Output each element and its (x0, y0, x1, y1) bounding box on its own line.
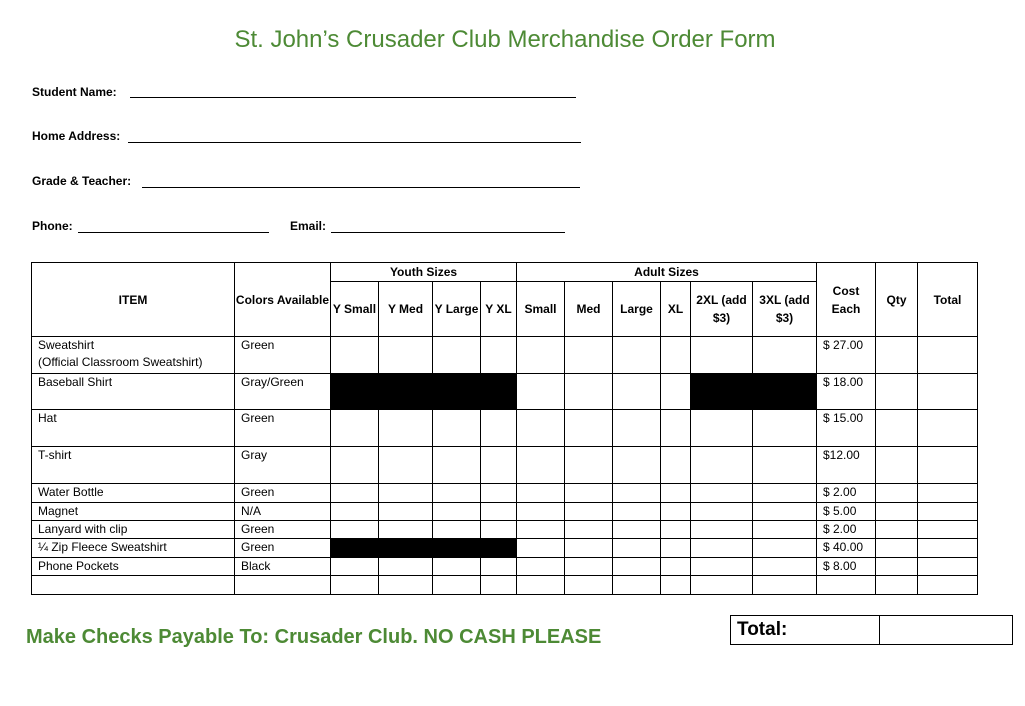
size-cell[interactable] (331, 558, 379, 576)
color-cell: Black (235, 558, 331, 576)
home-address-label: Home Address: (32, 129, 121, 143)
size-cell[interactable] (661, 447, 691, 484)
unavailable-large-sizes-block (691, 374, 817, 410)
order-table (31, 262, 978, 595)
qty-cell[interactable] (876, 539, 918, 558)
item-cell[interactable] (32, 576, 235, 595)
email-input-line[interactable] (331, 232, 565, 233)
grand-total-value-field[interactable] (880, 616, 1013, 645)
size-cell[interactable] (565, 410, 613, 447)
size-cell[interactable] (433, 503, 481, 521)
item-cell: ¼ Zip Fleece Sweatshirt (32, 539, 235, 558)
size-cell[interactable] (433, 521, 481, 539)
cost-cell[interactable] (817, 576, 876, 595)
item-name: Sweatshirt (38, 338, 95, 352)
grade-teacher-label: Grade & Teacher: (32, 174, 132, 188)
student-name-input-line[interactable] (130, 97, 576, 98)
size-cell[interactable] (565, 447, 613, 484)
qty-cell[interactable] (876, 576, 918, 595)
grade-teacher-input-line[interactable] (142, 187, 580, 188)
header-colors: Colors Available (235, 263, 331, 337)
size-cell[interactable] (331, 503, 379, 521)
payment-note: Make Checks Payable To: Crusader Club. NO CASH PLEASE (26, 626, 602, 648)
cost-cell: $ 40.00 (817, 539, 876, 558)
table-row (32, 558, 978, 576)
total-cell[interactable] (918, 337, 978, 374)
size-cell[interactable] (565, 337, 613, 374)
size-cell[interactable] (379, 576, 433, 595)
size-cell[interactable] (613, 521, 661, 539)
cost-cell: $ 8.00 (817, 558, 876, 576)
qty-cell[interactable] (876, 521, 918, 539)
size-cell[interactable] (613, 447, 661, 484)
size-cell[interactable] (379, 447, 433, 484)
color-cell: Green (235, 521, 331, 539)
header-y-xl: Y XL (481, 282, 517, 337)
header-y-large: Y Large (433, 282, 481, 337)
table-row (32, 521, 978, 539)
size-cell[interactable] (613, 558, 661, 576)
size-cell[interactable] (565, 539, 613, 558)
size-cell[interactable] (433, 337, 481, 374)
color-cell[interactable] (235, 576, 331, 595)
size-cell[interactable] (753, 521, 817, 539)
size-cell[interactable] (613, 337, 661, 374)
size-cell[interactable] (691, 576, 753, 595)
color-cell: Green (235, 337, 331, 374)
table-row (32, 410, 978, 447)
size-cell[interactable] (433, 410, 481, 447)
size-cell[interactable] (481, 521, 517, 539)
qty-cell[interactable] (876, 410, 918, 447)
size-cell[interactable] (379, 558, 433, 576)
size-cell[interactable] (517, 410, 565, 447)
qty-cell[interactable] (876, 447, 918, 484)
size-cell[interactable] (565, 576, 613, 595)
size-cell[interactable] (331, 576, 379, 595)
size-cell[interactable] (433, 576, 481, 595)
form-title: St. John’s Crusader Club Merchandise Order Form (234, 26, 776, 53)
email-label: Email: (290, 219, 327, 233)
table-row (32, 484, 978, 503)
table-row (32, 337, 978, 374)
size-cell[interactable] (481, 503, 517, 521)
size-cell[interactable] (661, 503, 691, 521)
qty-cell[interactable] (876, 558, 918, 576)
table-row (32, 374, 978, 410)
unavailable-youth-block (331, 374, 517, 410)
item-cell: T-shirt (32, 447, 235, 484)
size-cell[interactable] (565, 558, 613, 576)
header-cost-each: Cost Each (817, 263, 876, 337)
size-cell[interactable] (691, 484, 753, 503)
cost-cell: $ 15.00 (817, 410, 876, 447)
item-cell (32, 337, 235, 374)
size-cell[interactable] (565, 521, 613, 539)
size-cell[interactable] (753, 337, 817, 374)
qty-cell[interactable] (876, 374, 918, 410)
header-large: Large (613, 282, 661, 337)
size-cell[interactable] (517, 539, 565, 558)
cost-cell: $ 2.00 (817, 521, 876, 539)
size-cell[interactable] (613, 410, 661, 447)
item-cell: Hat (32, 410, 235, 447)
size-cell[interactable] (661, 484, 691, 503)
size-cell[interactable] (661, 410, 691, 447)
size-cell[interactable] (753, 447, 817, 484)
home-address-input-line[interactable] (128, 142, 581, 143)
size-cell[interactable] (481, 447, 517, 484)
size-cell[interactable] (481, 410, 517, 447)
size-cell[interactable] (613, 374, 661, 410)
size-cell[interactable] (517, 337, 565, 374)
size-cell[interactable] (517, 447, 565, 484)
header-xl: XL (661, 282, 691, 337)
size-cell[interactable] (481, 558, 517, 576)
size-cell[interactable] (565, 503, 613, 521)
header-item: ITEM (32, 263, 235, 337)
table-row (32, 539, 978, 558)
size-cell[interactable] (753, 484, 817, 503)
size-cell[interactable] (613, 539, 661, 558)
size-cell[interactable] (481, 337, 517, 374)
qty-cell[interactable] (876, 503, 918, 521)
header-y-small: Y Small (331, 282, 379, 337)
header-qty: Qty (876, 263, 918, 337)
size-cell[interactable] (753, 410, 817, 447)
size-cell[interactable] (691, 337, 753, 374)
size-cell[interactable] (691, 447, 753, 484)
size-cell[interactable] (753, 558, 817, 576)
size-cell[interactable] (691, 539, 753, 558)
size-cell[interactable] (613, 484, 661, 503)
color-cell: Green (235, 410, 331, 447)
grand-total-box (730, 615, 1013, 645)
size-cell[interactable] (331, 447, 379, 484)
unavailable-youth-block (331, 539, 517, 558)
size-cell[interactable] (331, 337, 379, 374)
size-cell[interactable] (661, 337, 691, 374)
qty-cell[interactable] (876, 337, 918, 374)
total-cell[interactable] (918, 521, 978, 539)
color-cell: Green (235, 539, 331, 558)
item-cell: Water Bottle (32, 484, 235, 503)
total-cell[interactable] (918, 374, 978, 410)
size-cell[interactable] (691, 410, 753, 447)
size-cell[interactable] (481, 576, 517, 595)
item-cell: Phone Pockets (32, 558, 235, 576)
table-row (32, 447, 978, 484)
size-cell[interactable] (379, 484, 433, 503)
header-med: Med (565, 282, 613, 337)
size-cell[interactable] (565, 374, 613, 410)
size-cell[interactable] (379, 521, 433, 539)
size-cell[interactable] (753, 503, 817, 521)
size-cell[interactable] (661, 521, 691, 539)
grand-total-label: Total: (731, 616, 880, 645)
size-cell[interactable] (691, 503, 753, 521)
size-cell[interactable] (661, 374, 691, 410)
item-cell: Lanyard with clip (32, 521, 235, 539)
phone-label: Phone: (32, 219, 73, 233)
size-cell[interactable] (433, 484, 481, 503)
total-cell[interactable] (918, 558, 978, 576)
total-cell[interactable] (918, 484, 978, 503)
size-cell[interactable] (661, 539, 691, 558)
size-cell[interactable] (481, 484, 517, 503)
header-2xl: 2XL (add $3) (691, 282, 753, 337)
size-cell[interactable] (661, 576, 691, 595)
total-cell[interactable] (918, 539, 978, 558)
header-youth-sizes: Youth Sizes (331, 263, 517, 282)
size-cell[interactable] (517, 484, 565, 503)
size-cell[interactable] (613, 503, 661, 521)
size-cell[interactable] (565, 484, 613, 503)
size-cell[interactable] (379, 503, 433, 521)
color-cell: Green (235, 484, 331, 503)
cost-cell: $ 5.00 (817, 503, 876, 521)
phone-input-line[interactable] (78, 232, 269, 233)
size-cell[interactable] (331, 521, 379, 539)
header-small: Small (517, 282, 565, 337)
size-cell[interactable] (691, 558, 753, 576)
header-total: Total (918, 263, 978, 337)
header-adult-sizes: Adult Sizes (517, 263, 817, 282)
total-cell[interactable] (918, 503, 978, 521)
cost-cell: $ 27.00 (817, 337, 876, 374)
table-row-empty (32, 576, 978, 595)
header-y-med: Y Med (379, 282, 433, 337)
size-cell[interactable] (433, 447, 481, 484)
total-cell[interactable] (918, 576, 978, 595)
size-cell[interactable] (517, 503, 565, 521)
size-cell[interactable] (613, 576, 661, 595)
total-cell[interactable] (918, 410, 978, 447)
cost-cell: $12.00 (817, 447, 876, 484)
color-cell: Gray/Green (235, 374, 331, 410)
color-cell: N/A (235, 503, 331, 521)
item-cell: Magnet (32, 503, 235, 521)
cost-cell: $ 18.00 (817, 374, 876, 410)
size-cell[interactable] (753, 576, 817, 595)
size-cell[interactable] (379, 337, 433, 374)
item-subtitle: (Official Classroom Sweatshirt) (38, 355, 203, 369)
size-cell[interactable] (517, 576, 565, 595)
size-cell[interactable] (379, 410, 433, 447)
size-cell[interactable] (661, 558, 691, 576)
total-cell[interactable] (918, 447, 978, 484)
table-row (32, 503, 978, 521)
size-cell[interactable] (753, 539, 817, 558)
size-cell[interactable] (331, 410, 379, 447)
size-cell[interactable] (331, 484, 379, 503)
item-cell: Baseball Shirt (32, 374, 235, 410)
size-cell[interactable] (517, 521, 565, 539)
size-cell[interactable] (517, 558, 565, 576)
header-3xl: 3XL (add $3) (753, 282, 817, 337)
size-cell[interactable] (517, 374, 565, 410)
size-cell[interactable] (433, 558, 481, 576)
qty-cell[interactable] (876, 484, 918, 503)
cost-cell: $ 2.00 (817, 484, 876, 503)
color-cell: Gray (235, 447, 331, 484)
size-cell[interactable] (691, 521, 753, 539)
student-name-label: Student Name: (32, 85, 117, 99)
